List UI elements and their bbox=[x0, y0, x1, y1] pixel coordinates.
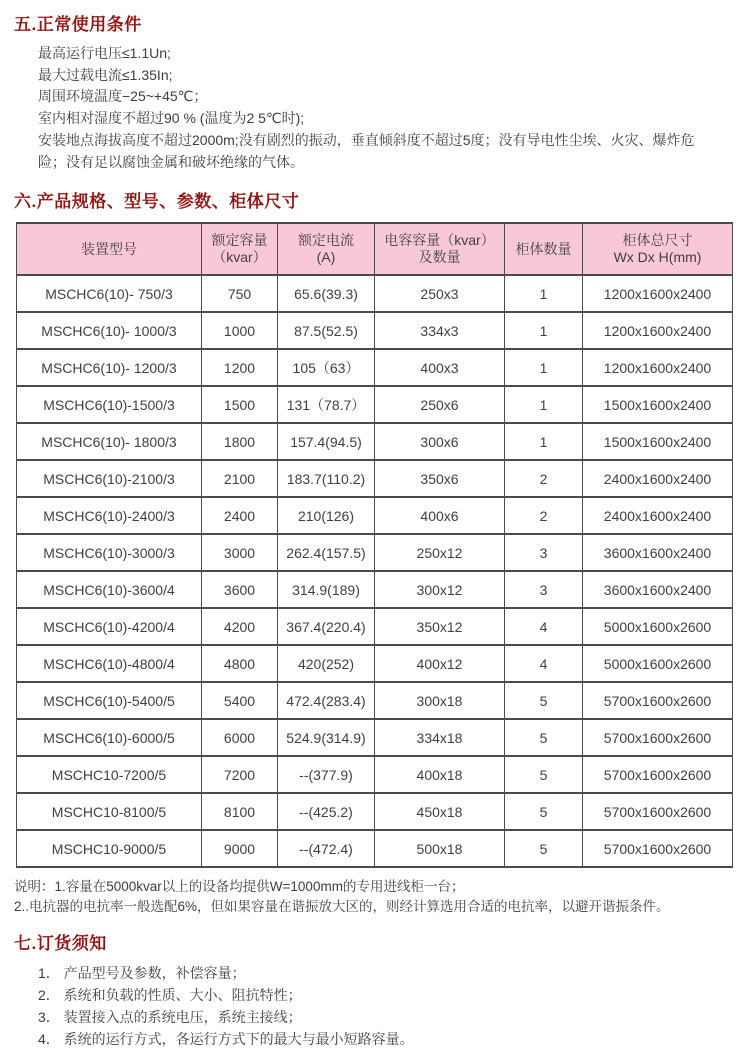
column-header-line: Wx Dx H(mm) bbox=[613, 249, 702, 266]
section5-heading: 五.正常使用条件 bbox=[14, 15, 142, 34]
condition-line: 周围环境温度−25~+45℃； bbox=[38, 88, 208, 105]
column-header-line: （kvar） bbox=[212, 249, 267, 266]
condition-line: 安装地点海拔高度不超过2000m;没有剧烈的振动，垂直倾斜度不超过5度；没有导电性尘埃、火灾、爆炸危险；没有足以腐蚀金属和破坏绝缘的气体。 bbox=[38, 131, 695, 170]
ordering-item: 1． 产品型号及参数，补偿容量； bbox=[38, 965, 246, 982]
table-cell: 5400 bbox=[202, 682, 278, 719]
column-header-line: 装置型号 bbox=[81, 240, 137, 257]
table-cell: 87.5(52.5) bbox=[278, 312, 375, 349]
table-cell: 3000 bbox=[202, 534, 278, 571]
column-header-line: 额定电流 bbox=[298, 232, 354, 249]
table-cell: 7200 bbox=[202, 756, 278, 793]
table-cell: 262.4(157.5) bbox=[278, 534, 375, 571]
table-cell: 8100 bbox=[202, 793, 278, 830]
table-cell: 334x3 bbox=[375, 312, 505, 349]
spec-table-body bbox=[17, 275, 733, 867]
usage-conditions-list bbox=[38, 43, 736, 173]
table-cell: 1 bbox=[505, 275, 583, 312]
table-cell: 1200x1600x2400 bbox=[583, 349, 733, 386]
table-cell: 6000 bbox=[202, 719, 278, 756]
table-cell: 5 bbox=[505, 682, 583, 719]
table-cell: 210(126) bbox=[278, 497, 375, 534]
section7-heading: 七.订货须知 bbox=[14, 934, 107, 954]
table-row bbox=[17, 497, 733, 534]
table-cell: MSCHC6(10)-5400/5 bbox=[17, 682, 202, 719]
ordering-item: 2． 系统和负载的性质、大小、阻抗特性； bbox=[38, 987, 302, 1004]
table-cell: 1200 bbox=[202, 349, 278, 386]
table-cell: 4 bbox=[505, 608, 583, 645]
condition-line: 最大过载电流≤1.35In; bbox=[38, 66, 173, 83]
table-row bbox=[17, 460, 733, 497]
table-row bbox=[17, 756, 733, 793]
table-cell: 1500x1600x2400 bbox=[583, 423, 733, 460]
table-cell: 3600x1600x2400 bbox=[583, 571, 733, 608]
table-cell: MSCHC6(10)-6000/5 bbox=[17, 719, 202, 756]
table-cell: 250x3 bbox=[375, 275, 505, 312]
table-cell: 334x18 bbox=[375, 719, 505, 756]
table-cell: 5700x1600x2600 bbox=[583, 756, 733, 793]
table-cell: 5700x1600x2600 bbox=[583, 830, 733, 867]
table-cell: 420(252) bbox=[278, 645, 375, 682]
table-cell: 1200x1600x2400 bbox=[583, 275, 733, 312]
table-cell: 65.6(39.3) bbox=[278, 275, 375, 312]
table-row bbox=[17, 608, 733, 645]
table-cell: 1 bbox=[505, 312, 583, 349]
table-cell: 1 bbox=[505, 386, 583, 423]
table-row bbox=[17, 645, 733, 682]
table-cell: 5000x1600x2600 bbox=[583, 608, 733, 645]
table-cell: 1 bbox=[505, 423, 583, 460]
table-cell: 400x18 bbox=[375, 756, 505, 793]
table-cell: 750 bbox=[202, 275, 278, 312]
table-cell: 500x18 bbox=[375, 830, 505, 867]
table-cell: MSCHC6(10)- 1200/3 bbox=[17, 349, 202, 386]
ordering-instructions-list bbox=[38, 962, 736, 1050]
table-row bbox=[17, 830, 733, 867]
table-notes bbox=[14, 877, 736, 917]
table-cell: --(377.9) bbox=[278, 756, 375, 793]
table-cell: 367.4(220.4) bbox=[278, 608, 375, 645]
table-cell: MSCHC10-8100/5 bbox=[17, 793, 202, 830]
table-cell: 524.9(314.9) bbox=[278, 719, 375, 756]
table-cell: 3 bbox=[505, 534, 583, 571]
table-row bbox=[17, 682, 733, 719]
table-cell: 1200x1600x2400 bbox=[583, 312, 733, 349]
table-cell: MSCHC6(10)- 1000/3 bbox=[17, 312, 202, 349]
table-row bbox=[17, 793, 733, 830]
table-cell: 3600x1600x2400 bbox=[583, 534, 733, 571]
table-cell: MSCHC6(10)- 750/3 bbox=[17, 275, 202, 312]
table-cell: MSCHC6(10)-1500/3 bbox=[17, 386, 202, 423]
section6-heading: 六.产品规格、型号、参数、柜体尺寸 bbox=[14, 192, 300, 212]
table-cell: 300x12 bbox=[375, 571, 505, 608]
table-cell: MSCHC10-7200/5 bbox=[17, 756, 202, 793]
table-cell: 5700x1600x2600 bbox=[583, 719, 733, 756]
table-cell: 157.4(94.5) bbox=[278, 423, 375, 460]
table-cell: 2400 bbox=[202, 497, 278, 534]
table-cell: 183.7(110.2) bbox=[278, 460, 375, 497]
column-header-line: (A) bbox=[316, 249, 336, 266]
table-cell: 250x12 bbox=[375, 534, 505, 571]
column-header-line: 电容容量（kvar） bbox=[384, 232, 495, 249]
table-cell: 5 bbox=[505, 830, 583, 867]
table-cell: 1000 bbox=[202, 312, 278, 349]
table-cell: 250x6 bbox=[375, 386, 505, 423]
table-cell: 300x18 bbox=[375, 682, 505, 719]
table-row bbox=[17, 312, 733, 349]
table-cell: 5000x1600x2600 bbox=[583, 645, 733, 682]
table-cell: 5 bbox=[505, 793, 583, 830]
column-header bbox=[278, 223, 375, 275]
table-cell: 4800 bbox=[202, 645, 278, 682]
table-cell: 472.4(283.4) bbox=[278, 682, 375, 719]
table-cell: 400x3 bbox=[375, 349, 505, 386]
column-header bbox=[202, 223, 278, 275]
table-cell: 9000 bbox=[202, 830, 278, 867]
table-cell: 1800 bbox=[202, 423, 278, 460]
table-cell: 105（63） bbox=[278, 349, 375, 386]
table-cell: 1500 bbox=[202, 386, 278, 423]
table-cell: 5700x1600x2600 bbox=[583, 682, 733, 719]
table-row bbox=[17, 386, 733, 423]
table-cell: MSCHC6(10)-4200/4 bbox=[17, 608, 202, 645]
table-cell: 131（78.7） bbox=[278, 386, 375, 423]
table-cell: 400x6 bbox=[375, 497, 505, 534]
column-header-line: 柜体数量 bbox=[515, 240, 572, 257]
table-cell: MSCHC6(10)-2100/3 bbox=[17, 460, 202, 497]
table-cell: 5 bbox=[505, 719, 583, 756]
table-cell: 450x18 bbox=[375, 793, 505, 830]
table-cell: 350x6 bbox=[375, 460, 505, 497]
spec-table-head bbox=[17, 223, 733, 275]
column-header-line: 柜体总尺寸 bbox=[622, 232, 693, 249]
column-header bbox=[375, 223, 505, 275]
table-row bbox=[17, 719, 733, 756]
product-spec-table bbox=[16, 222, 733, 868]
table-row bbox=[17, 349, 733, 386]
table-cell: 4 bbox=[505, 645, 583, 682]
note-line: 2..电抗器的电抗率一般选配6%，但如果容量在谐振放大区的，则经计算选用合适的电抗率，以避开谐振条件。 bbox=[14, 899, 670, 915]
table-cell: 314.9(189) bbox=[278, 571, 375, 608]
table-cell: 300x6 bbox=[375, 423, 505, 460]
ordering-item: 4． 系统的运行方式，各运行方式下的最大与最小短路容量。 bbox=[38, 1031, 414, 1048]
table-cell: 5 bbox=[505, 756, 583, 793]
table-cell: 1 bbox=[505, 349, 583, 386]
table-cell: --(472.4) bbox=[278, 830, 375, 867]
table-cell: 1500x1600x2400 bbox=[583, 386, 733, 423]
table-cell: 2 bbox=[505, 460, 583, 497]
table-cell: 3 bbox=[505, 571, 583, 608]
table-cell: 3600 bbox=[202, 571, 278, 608]
table-cell: 2400x1600x2400 bbox=[583, 460, 733, 497]
column-header bbox=[505, 223, 583, 275]
table-cell: MSCHC6(10)-2400/3 bbox=[17, 497, 202, 534]
column-header-line: 额定容量 bbox=[211, 232, 268, 249]
condition-line: 最高运行电压≤1.1Un; bbox=[38, 45, 171, 61]
table-row bbox=[17, 275, 733, 312]
table-cell: 2100 bbox=[202, 460, 278, 497]
table-cell: 2 bbox=[505, 497, 583, 534]
table-row bbox=[17, 423, 733, 460]
table-cell: MSCHC6(10)-3000/3 bbox=[17, 534, 202, 571]
note-line: 说明：1.容量在5000kvar以上的设备均提供W=1000mm的专用进线柜一台； bbox=[14, 879, 465, 895]
column-header bbox=[583, 223, 733, 275]
column-header-line: 及数量 bbox=[418, 249, 461, 266]
column-header bbox=[17, 223, 202, 275]
spec-table-header-row bbox=[17, 223, 733, 275]
table-cell: MSCHC6(10)-4800/4 bbox=[17, 645, 202, 682]
table-cell: 350x12 bbox=[375, 608, 505, 645]
table-cell: MSCHC6(10)-3600/4 bbox=[17, 571, 202, 608]
table-cell: 400x12 bbox=[375, 645, 505, 682]
table-cell: --(425.2) bbox=[278, 793, 375, 830]
table-cell: 5700x1600x2600 bbox=[583, 793, 733, 830]
table-cell: MSCHC6(10)- 1800/3 bbox=[17, 423, 202, 460]
ordering-item: 3． 装置接入点的系统电压，系统主接线； bbox=[38, 1009, 302, 1026]
table-row bbox=[17, 571, 733, 608]
table-cell: 2400x1600x2400 bbox=[583, 497, 733, 534]
table-row bbox=[17, 534, 733, 571]
table-cell: MSCHC10-9000/5 bbox=[17, 830, 202, 867]
condition-line: 室内相对湿度不超过90 % (温度为2 5℃时); bbox=[38, 110, 305, 127]
table-cell: 4200 bbox=[202, 608, 278, 645]
